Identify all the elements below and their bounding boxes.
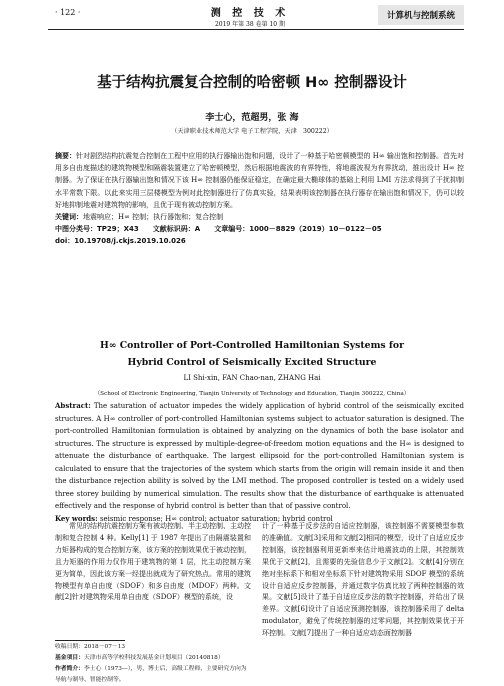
paper-title-en	[40, 337, 464, 371]
keywords-cn-label: 关键词：	[55, 213, 83, 222]
body-left-text: 常见的结构抗震控制方案有被动控制、半主动控制、主动控制和复合控制 4 种。Kelly[1] 于 1987 年提出了由隔震装置和力矩器构成的复合控制方案，该方案的控制效果优于被动控制，且力矩器的作用力仅作用于建筑物的第 1 层，比主动控制方案更为简单，因此该方案一经提出就成为了研究热点。常用的建筑物模型有单自由度（SDOF）和多自由度（MDOF）两种。文献[2]针对建筑物采用单自由度（SDOF）模型的系统，设	[55, 522, 251, 602]
keywords-cn-text: 地震响应；H∞ 控制；执行器饱和；复合控制	[83, 213, 224, 222]
meta-cn	[55, 223, 464, 235]
affiliation-en: （School of Electronic Engineering, Tianjin University of Technology and Education, Tianjin 300222, China）	[94, 391, 410, 397]
authors-cn: 李士心，范超男，张 海	[205, 113, 299, 123]
footnotes	[55, 642, 251, 686]
section-label: 计算机与控制系统	[378, 5, 464, 25]
keywords-en-label: Key words:	[55, 513, 98, 523]
abstract-en-text: The saturation of actuator impedes the widely application of hybrid control of the seismically excited structures. A H∞ controller of port-controlled Hamiltonian systems subject to actuator saturation is designed. The port-controlled Hamiltonian formulation is obtained by analyzing on the dynamics of both the base isolator and structures. The structure is expressed by multiple-degree-of-freedom motion equations and the H∞ is designed to attenuate the disturbance of earthquake. The largest ellipsoid for the port-controlled Hamiltonian system is calculated to ensure that the trajectories of the system which starts from the origin will remain inside it and then the disturbance rejection ability is solved by the LMI method. The proposed controller is tested on a widely used three storey building by numerical simulation. The results show that the disturbance of earthquake is attenuated effectively and the response of hybrid control is better than that of passive control.	[55, 402, 464, 510]
body-right-column	[262, 521, 464, 640]
title-en-line2: Hybrid Control of Seismically Excited Structure	[127, 357, 377, 368]
journal-name: 测 控 技 术	[210, 8, 290, 19]
paper-title-cn: 基于结构抗震复合控制的哈密顿 H∞ 控制器设计	[97, 75, 407, 91]
clc-number: 中图分类号：TP29；X43	[55, 225, 139, 234]
body-left-column	[55, 521, 251, 604]
article-number: 文章编号：1000－8829（2019）10－0122－05	[214, 225, 382, 234]
body-right-text: 计了一种基于反步法的自适应控制器，该控制器不需要模型参数的准确值。文献[3]采用和文献[2]相同的模型，设计了自适应反步控制器，该控制器利用更新率来估计地震波动的上限，其控制效果优于文献[2]，且需要的先验信息少于文献[2]。文献[4]分别在绝对坐标系下和相对坐标系下针对建筑物采用 SDOF 模型的系统设计自适应反步控制器，并通过数字仿真比较了两种控制器的效果。文献[5]设计了基于自适应反步法的数字控制器，并给出了误差界。文献[6]设计了自适应预测控制器，该控制器采用了 delta modulator，避免了传统控制器的过零问题，其控制效果优于开环控制。文献[7]提出了一种自适应动态面控制器	[262, 522, 464, 638]
affiliation-cn: （天津职业技术师范大学 电子工程学院，天津 300222）	[171, 128, 333, 135]
author-bio: 作者简介：李士心（1973—），男，博士后，高级工程师，主要研究方向为导航与制导、智能控制等。	[55, 666, 247, 683]
title-en-line1: H∞ Controller of Port-Controlled Hamiltonian Systems for	[99, 340, 404, 351]
received-date: 收稿日期：2018－07－13	[55, 644, 126, 650]
authors-en: LI Shi-xin, FAN Chao-nan, ZHANG Hai	[183, 374, 321, 382]
header-rule	[48, 29, 464, 30]
abstract-en	[55, 400, 464, 513]
abstract-en-block	[55, 400, 464, 525]
abstract-cn	[55, 150, 464, 211]
abstract-en-label: Abstract:	[55, 401, 91, 410]
doi: doi：10.19708/j.ckjs.2019.10.026	[55, 237, 186, 246]
abstract-cn-label: 摘要：	[55, 152, 77, 160]
issue-info: 2019 年第 38 卷第 10 期	[214, 21, 286, 28]
keywords-cn	[55, 211, 464, 223]
abstract-cn-text: 针对剧烈结构抗震复合控制在工程中应用的执行器输出饱和问题，设计了一种基于哈密顿模型的 H∞ 输出饱和控制器。首先对用多自由度描述的建筑物模型和隔震装置建立了哈密顿模型，然后根据地震波的有界特性，将地震波视为有界扰动，推出设计 H∞ 控制器。为了保证在执行器输出饱和情况下该 H∞ 控制器仍能保证稳定，在确定最大椭球体的基础上利用 LMI 方法求得到了干扰抑制水平常数下限。以此来实用三层楼模型为例对此控制器进行了仿真实验，结果表明该控制器在执行器存在输出饱和情况下，仍可以较好地抑制地震对建筑物的影响，且优于现有被动控制方案。	[55, 152, 465, 209]
abstract-cn-block	[55, 150, 464, 248]
document-code: 文献标识码：A	[152, 225, 201, 234]
fund-note: 基金项目：天津市高等学校科技发展基金计划项目（20140818）	[55, 655, 224, 661]
keywords-en-text: seismic response; H∞ control; actuator saturation; hybrid control	[99, 514, 333, 523]
footnote-rule	[55, 640, 125, 641]
page-number: · 122 ·	[55, 8, 81, 17]
